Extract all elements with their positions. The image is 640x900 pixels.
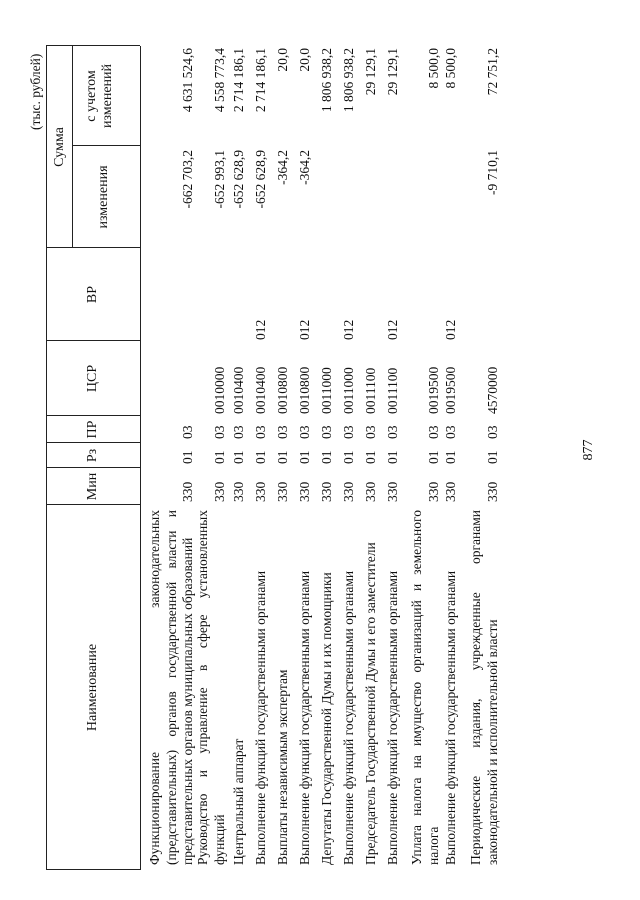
row-rz: 01	[297, 450, 312, 464]
row-total: 72 751,2	[484, 48, 500, 96]
row-total: 29 129,1	[363, 48, 378, 96]
row-rz: 01	[425, 450, 441, 464]
row-csr: 0010800	[297, 366, 312, 414]
header-sum: Сумма	[52, 127, 67, 167]
row-min: 330	[297, 481, 312, 502]
row-change: -652 993,1	[211, 150, 227, 209]
row-total: 1 806 938,2	[341, 48, 356, 113]
row-total: 20,0	[297, 48, 312, 72]
row-csr: 0010800	[275, 366, 290, 414]
row-pr: 03	[211, 425, 227, 439]
row-vr: 012	[341, 319, 356, 340]
row-name-line: законодательной и исполнительной власти	[484, 619, 500, 865]
row-name-line: Выполнение функций государственными органами	[385, 570, 400, 865]
page-number: 877	[581, 439, 596, 461]
row-rz: 01	[363, 450, 378, 464]
row-pr: 03	[363, 425, 378, 439]
row-name-line: представительных органов муниципальных образований	[180, 537, 195, 865]
header-vr: ВР	[85, 285, 100, 304]
row-pr: 03	[385, 425, 400, 439]
row-vr: 012	[253, 319, 268, 340]
row-csr: 4570000	[484, 366, 500, 414]
row-rz: 01	[341, 450, 356, 464]
row-csr: 0011000	[341, 367, 356, 414]
header-bottom-border	[140, 46, 141, 870]
row-name-line: Центральный аппарат	[231, 738, 246, 865]
row-pr: 03	[297, 425, 312, 439]
row-name-line: Депутаты Государственной Думы и их помощники	[319, 572, 334, 865]
row-total: 8 500,0	[425, 48, 441, 89]
row-name-line: Председатель Государственной Думы и его заместители	[363, 542, 378, 865]
row-total: 4 631 524,6	[180, 48, 195, 113]
row-pr: 03	[319, 425, 334, 439]
header-pr: ПР	[85, 420, 100, 439]
row-name-line: Периодические издания, учрежденные органами	[468, 510, 483, 865]
row-pr: 03	[341, 425, 356, 439]
row-rz: 01	[253, 450, 268, 464]
row-min: 330	[231, 481, 246, 502]
row-name-line: Выполнение функций государственными органами	[253, 570, 268, 865]
row-vr: 012	[443, 319, 458, 340]
row-change: -652 628,9	[231, 150, 246, 209]
row-pr: 03	[231, 425, 246, 439]
header-with-changes-1: с учетом	[84, 70, 99, 122]
row-min: 330	[341, 481, 356, 502]
row-total: 20,0	[275, 48, 290, 72]
row-total: 1 806 938,2	[319, 48, 334, 113]
row-pr: 03	[443, 425, 458, 439]
row-rz: 01	[443, 450, 458, 464]
row-min: 330	[443, 481, 458, 502]
row-csr: 0010400	[231, 366, 246, 414]
row-total: 8 500,0	[443, 48, 458, 89]
row-change: -652 628,9	[253, 150, 268, 209]
row-csr: 0011100	[363, 367, 378, 414]
row-min: 330	[385, 481, 400, 502]
row-vr: 012	[297, 319, 312, 340]
units-caption: (тыс. рублей)	[28, 53, 43, 130]
row-total: 2 714 186,1	[253, 48, 268, 113]
row-name-line: Функционирование законодательных	[147, 510, 162, 865]
row-min: 330	[275, 481, 290, 502]
row-pr: 03	[180, 425, 195, 439]
header-changes: изменения	[96, 165, 111, 229]
row-name-line: Выплаты независимым экспертам	[275, 669, 290, 865]
row-pr: 03	[275, 425, 290, 439]
row-rz: 01	[319, 450, 334, 464]
row-total: 29 129,1	[385, 48, 400, 96]
row-min: 330	[211, 481, 227, 502]
sum-header-divider	[72, 46, 73, 248]
row-name-line: функций	[211, 814, 227, 865]
table-top-border	[46, 46, 47, 870]
row-change: -662 703,2	[180, 150, 195, 209]
header-name: Наименование	[85, 643, 100, 732]
row-name-line: Руководство и управление в сфере установленных	[195, 510, 210, 865]
row-name-line: Выполнение функций государственными органами	[443, 570, 458, 865]
header-with-changes-2: изменений	[100, 63, 115, 129]
row-name-line: Выполнение функций государственными органами	[341, 570, 356, 865]
row-name-line: Уплата налога на имущество организаций и земельного	[409, 510, 424, 865]
row-rz: 01	[231, 450, 246, 464]
row-change: -364,2	[297, 150, 312, 185]
row-rz: 01	[180, 450, 195, 464]
row-pr: 03	[425, 425, 441, 439]
row-pr: 03	[484, 425, 500, 439]
row-name-line: (представительных) органов государственной власти и	[163, 510, 179, 865]
row-total: 4 558 773,4	[211, 48, 227, 113]
row-pr: 03	[253, 425, 268, 439]
row-min: 330	[319, 481, 334, 502]
row-min: 330	[253, 481, 268, 502]
row-change: -364,2	[275, 150, 290, 185]
row-csr: 0010400	[253, 366, 268, 414]
row-total: 2 714 186,1	[231, 48, 246, 113]
row-rz: 01	[385, 450, 400, 464]
row-name-line: Выполнение функций государственными органами	[297, 570, 312, 865]
header-rz: Рз	[85, 448, 100, 463]
row-name-line: налога	[425, 826, 441, 865]
row-csr: 0019500	[443, 366, 458, 414]
header-csr: ЦСР	[85, 364, 100, 393]
row-csr: 0010000	[211, 366, 227, 414]
row-rz: 01	[211, 450, 227, 464]
header-min: Мин	[85, 472, 100, 501]
row-vr: 012	[385, 319, 400, 340]
row-min: 330	[180, 481, 195, 502]
row-min: 330	[425, 481, 441, 502]
row-csr: 0011000	[319, 367, 334, 414]
row-csr: 0019500	[425, 366, 441, 414]
row-csr: 0011100	[385, 367, 400, 414]
row-change: -9 710,1	[484, 150, 500, 195]
row-min: 330	[484, 481, 500, 502]
row-rz: 01	[275, 450, 290, 464]
row-min: 330	[363, 481, 378, 502]
row-rz: 01	[484, 450, 500, 464]
